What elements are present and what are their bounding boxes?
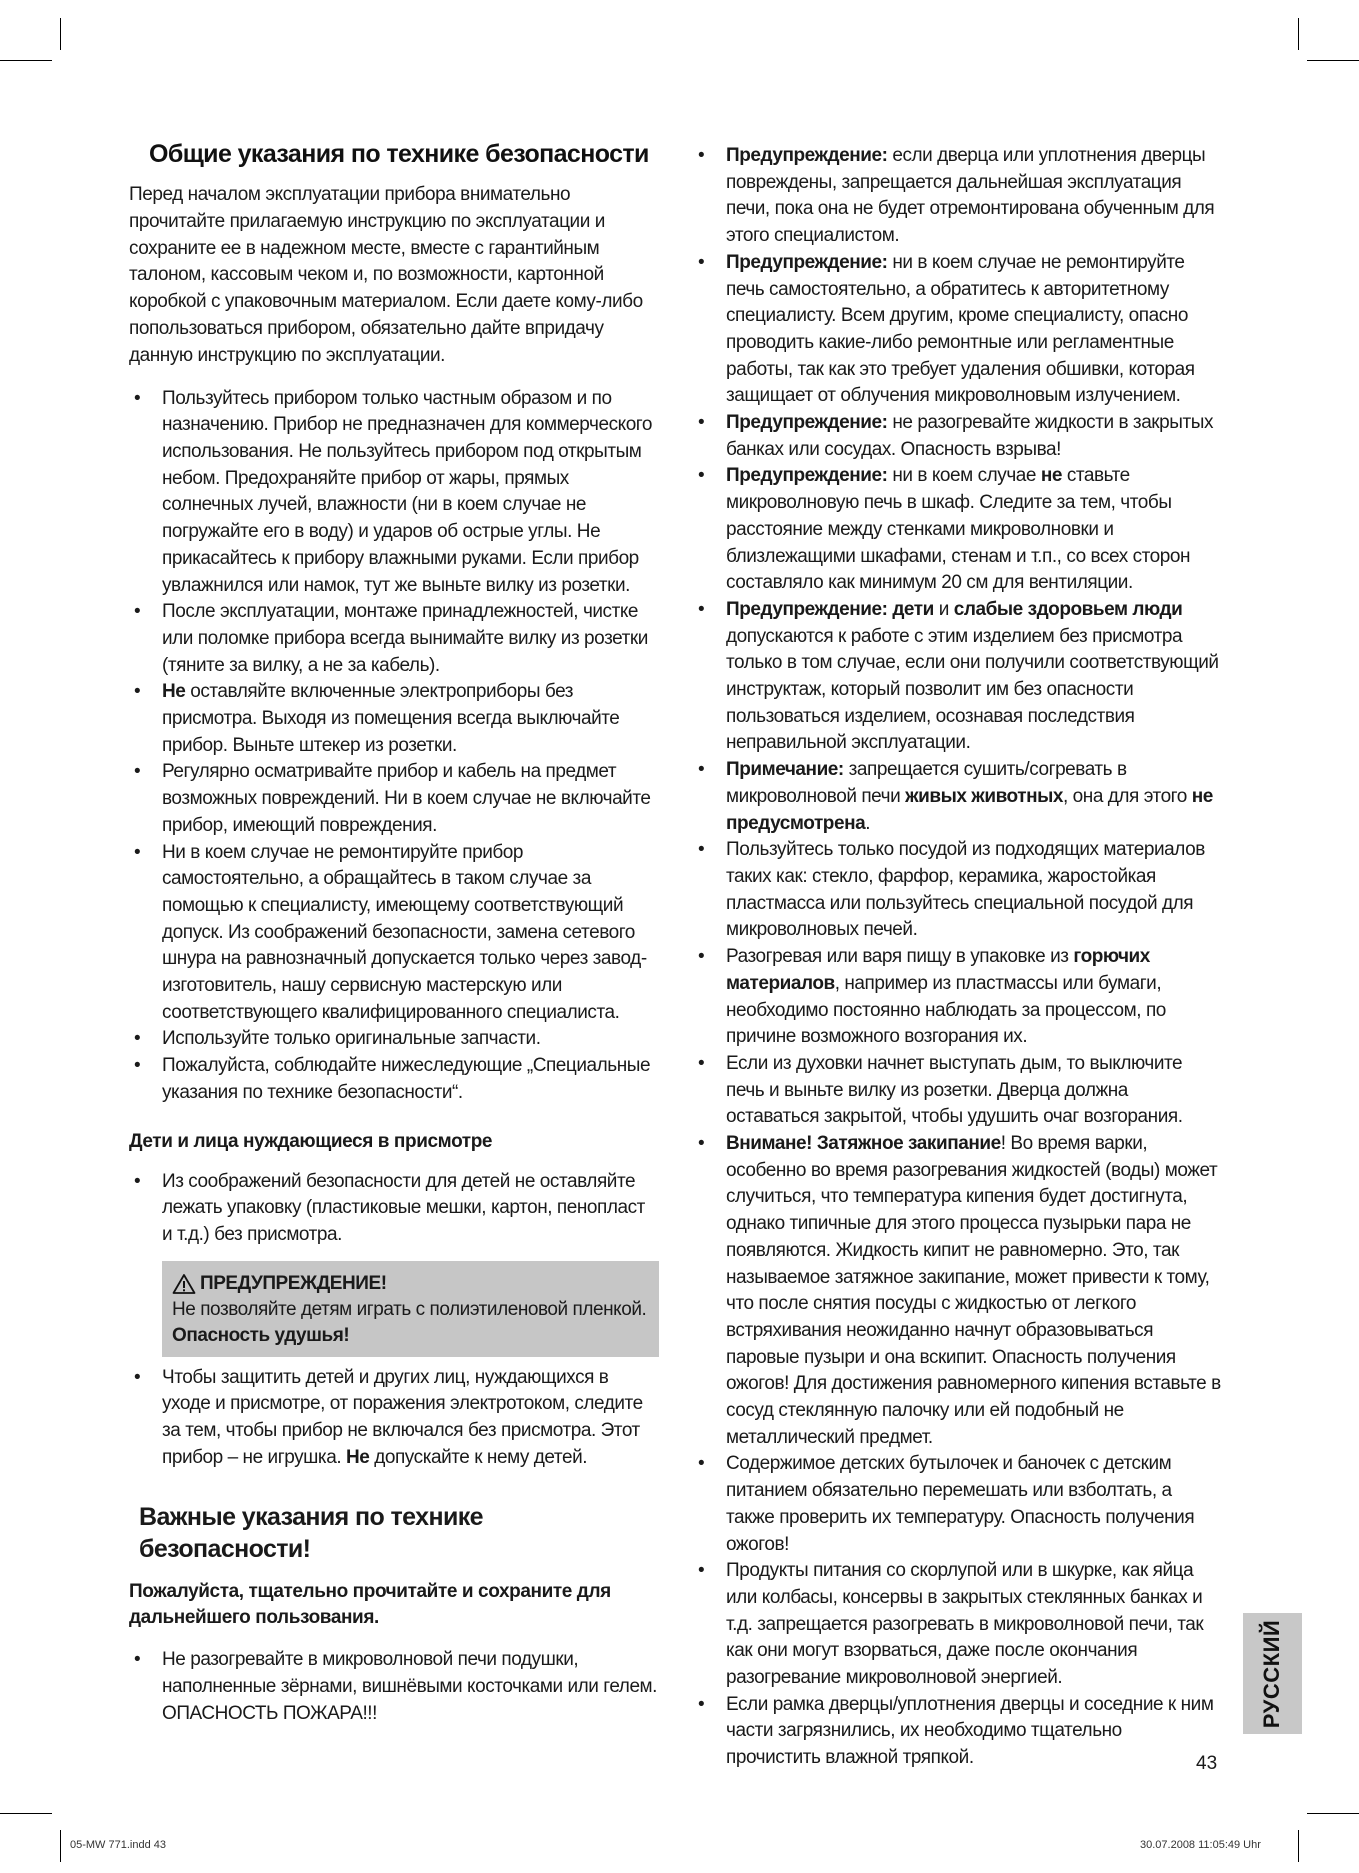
list-item: • Пользуйтесь прибором только частным образом и по назначению. Прибор не предназначен для коммерческого использования. Не пользуйтесь прибором под открытым небом. Предохраняйте прибор от жары, прямых солнечных лучей, влажности (ни в коем случае не погружайте его в воду) и ударов об острые углы. Не прикасайтесь к прибору влажными руками. Если прибор увлажнился или намок, тут же выньте вилку из розетки.	[134, 387, 652, 596]
warning-heading: ПРЕДУПРЕЖДЕНИЕ!	[172, 1271, 649, 1297]
bullet-icon: •	[134, 601, 141, 623]
bullet-icon: •	[698, 1560, 705, 1582]
bullet-icon: •	[698, 946, 705, 968]
bullet-icon: •	[134, 681, 141, 703]
list-item: • Чтобы защитить детей и других лиц, нуждающихся в уходе и присмотре, от поражения электротоком, следите за тем, чтобы прибор не включался без присмотра. Этот прибор – не игрушка. Не допускайте к нему детей.	[134, 1366, 643, 1468]
warning-text: Не позволяйте детям играть с полиэтиленовой пленкой. Опасность удушья!	[172, 1298, 647, 1346]
page-number: 43	[1196, 1753, 1218, 1774]
bullet-icon: •	[698, 598, 705, 620]
bullet-icon: •	[134, 1055, 141, 1077]
crop-mark	[0, 60, 52, 61]
crop-mark	[1298, 18, 1299, 50]
list-item: • Внимане! Затяжное закипание! Во время варки, особенно во время разогревания жидкостей (воды) может случиться, что температура кипения будет достигнута, однако типичные для этого процесса пузырьки пара не появляются. Жидкость кипит не равномерно. Это, так называемое затяжное закипание, может привести к тому, что после снятия посуды с жидкостью от легкого встряхивания неожиданно начнут образовываться паровые пузыри и она вскипит. Опасность получения ожогов! Для достижения равномерного кипения вставьте в сосуд стеклянную палочку или ей подобный не металлический предмет.	[698, 1133, 1221, 1448]
section-title: Общие указания по технике безопасности	[149, 140, 649, 168]
warning-box	[162, 1261, 659, 1357]
bullet-icon: •	[698, 1052, 705, 1074]
bullet-icon: •	[698, 1133, 705, 1155]
bullet-icon: •	[698, 759, 705, 781]
crop-mark	[60, 18, 61, 50]
crop-mark	[60, 1830, 61, 1862]
language-tab: РУССКИЙ	[1243, 1613, 1302, 1734]
bullet-icon: •	[698, 839, 705, 861]
list-item: • Предупреждение: ни в коем случае не ставьте микроволновую печь в шкаф. Следите за тем, чтобы расстояние между стенками микроволновки и близлежащими шкафами, стенам и т.п., со всех сторон составляло как минимум 20 см для вентиляции.	[698, 465, 1191, 594]
list-item: • Пользуйтесь только посудой из подходящих материалов таких как: стекло, фарфор, керамика, жаростойкая пластмасса или пользуйтесь специальной посудой для микроволновых печей.	[698, 839, 1205, 941]
list-item: • Предупреждение: ни в коем случае не ремонтируйте печь самостоятельно, а обратитесь к авторитетному специалисту. Всем другим, кроме специалисту, опасно проводить какие-либо ремонтные или регламентные работы, так как это требует удаления обшивки, которая защищает от облучения микроволновым излучением.	[698, 251, 1195, 407]
intro-paragraph: Перед началом эксплуатации прибора внимательно прочитайте прилагаемую инструкцию по эксплуатации и сохраните ее в надежном месте, вместе с гарантийным талоном, кассовым чеком и, по возможности, картонной коробкой с упаковочным материалом. Если даете кому-либо попользоваться прибором, обязательно дайте впридачу данную инструкцию по эксплуатации.	[129, 184, 643, 366]
bullet-icon: •	[698, 1453, 705, 1475]
list-item: • Не разогревайте в микроволновой печи подушки, наполненные зёрнами, вишнёвыми косточками или гелем. ОПАСНОСТЬ ПОЖАРА!!!	[134, 1649, 657, 1724]
children-heading: Дети и лица нуждающиеся в присмотре	[129, 1130, 493, 1152]
list-item: • Пожалуйста, соблюдайте нижеследующие „Специальные указания по технике безопасности“.	[134, 1055, 651, 1103]
crop-mark	[1307, 60, 1359, 61]
children-list-2	[129, 1365, 659, 1472]
list-item: • Примечание: запрещается сушить/согревать в микроволновой печи живых животных, она для этого не предусмотрена.	[698, 759, 1213, 834]
list-item: • Если рамка дверцы/уплотнения дверцы и соседние к ним части загрязнились, их необходимо тщательно прочистить влажной тряпкой.	[698, 1693, 1214, 1769]
bullet-icon: •	[134, 1366, 141, 1388]
bullet-icon: •	[698, 465, 705, 487]
list-item: • Разогревая или варя пищу в упаковке из горючих материалов, например из пластмассы или бумаги, необходимо постоянно наблюдать за процессом, по причине возможного возгорания их.	[698, 946, 1166, 1048]
general-safety-list	[129, 386, 659, 1107]
bullet-icon: •	[698, 412, 705, 434]
list-item: • Предупреждение: дети и слабые здоровьем люди допускаются к работе с этим изделием без присмотра только в том случае, если они получили соответствующий инструктаж, который позволит им без опасности пользоваться изделием, осознавая последствия неправильной эксплуатации.	[698, 598, 1219, 754]
important-title: Важные указания по технике безопасности!	[139, 1503, 483, 1564]
bullet-icon: •	[134, 1170, 141, 1192]
list-item: • Ни в коем случае не ремонтируйте прибор самостоятельно, а обращайтесь в таком случае за помощью к специалисту, имеющему соответствующий допуск. Из соображений безопасности, замена сетевого шнура на равнозначный допускается только через завод-изготовитель, нашу сервисную мастерскую или соответствующего квалифицированного специалиста.	[134, 841, 647, 1023]
list-item: • Содержимое детских бутылочек и баночек с детским питанием обязательно перемешать или взболтать, а также проверить их температуру. Опасность получения ожогов!	[698, 1453, 1195, 1555]
bullet-icon: •	[134, 1028, 141, 1050]
bullet-icon: •	[134, 761, 141, 783]
bullet-icon: •	[698, 1693, 705, 1715]
warnings-list	[693, 143, 1221, 1772]
important-subheading: Пожалуйста, тщательно прочитайте и сохраните для дальнейшего пользования.	[129, 1581, 611, 1629]
list-item: • Используйте только оригинальные запчасти.	[129, 1026, 659, 1053]
warning-triangle-icon	[172, 1273, 196, 1295]
crop-mark	[1298, 1830, 1299, 1862]
footer-timestamp: 30.07.2008 11:05:49 Uhr	[1140, 1839, 1261, 1851]
important-list	[129, 1647, 659, 1727]
list-item: • После эксплуатации, монтаже принадлежностей, чистке или поломке прибора всегда вынимайте вилку из розетки (тяните за вилку, а не за кабель).	[134, 601, 648, 676]
list-item: • Предупреждение: не разогревайте жидкости в закрытых банках или сосудах. Опасность взрыва!	[698, 412, 1214, 460]
list-item: • Не оставляйте включенные электроприборы без присмотра. Выходя из помещения всегда выключайте прибор. Выньте штекер из розетки.	[134, 681, 620, 756]
bullet-icon: •	[698, 145, 705, 166]
bullet-icon: •	[698, 251, 705, 273]
crop-mark	[0, 1813, 52, 1814]
children-list	[129, 1169, 659, 1249]
list-item: • Предупреждение: если дверца или уплотнения дверцы повреждены, запрещается дальнейшая эксплуатация печи, пока она не будет отремонтирована обученным для этого специалистом.	[698, 145, 1215, 247]
right-column	[693, 143, 1221, 1772]
crop-mark	[1307, 1813, 1359, 1814]
bullet-icon: •	[134, 1649, 141, 1671]
bullet-icon: •	[134, 387, 141, 409]
list-item: • Из соображений безопасности для детей не оставляйте лежать упаковку (пластиковые мешки, картон, пенопласт и т.д.) без присмотра.	[134, 1170, 645, 1245]
left-column	[129, 138, 659, 1728]
bullet-icon: •	[134, 841, 141, 863]
list-item: • Регулярно осматривайте прибор и кабель на предмет возможных повреждений. Ни в коем случае не включайте прибор, имеющий повреждения.	[134, 761, 651, 836]
list-item: • Продукты питания со скорлупой или в шкурке, как яйца или колбасы, консервы в закрытых стеклянных банках и т.д. запрещается разогревать в микроволновой печи, так как они могут взорваться, даже после окончания разогревание микроволновой энергией.	[698, 1560, 1204, 1689]
footer-file-name: 05-MW 771.indd 43	[70, 1839, 166, 1851]
list-item: • Если из духовки начнет выступать дым, то выключите печь и выньте вилку из розетки. Дверца должна оставаться закрытой, чтобы удушить очаг возгорания.	[698, 1052, 1183, 1128]
